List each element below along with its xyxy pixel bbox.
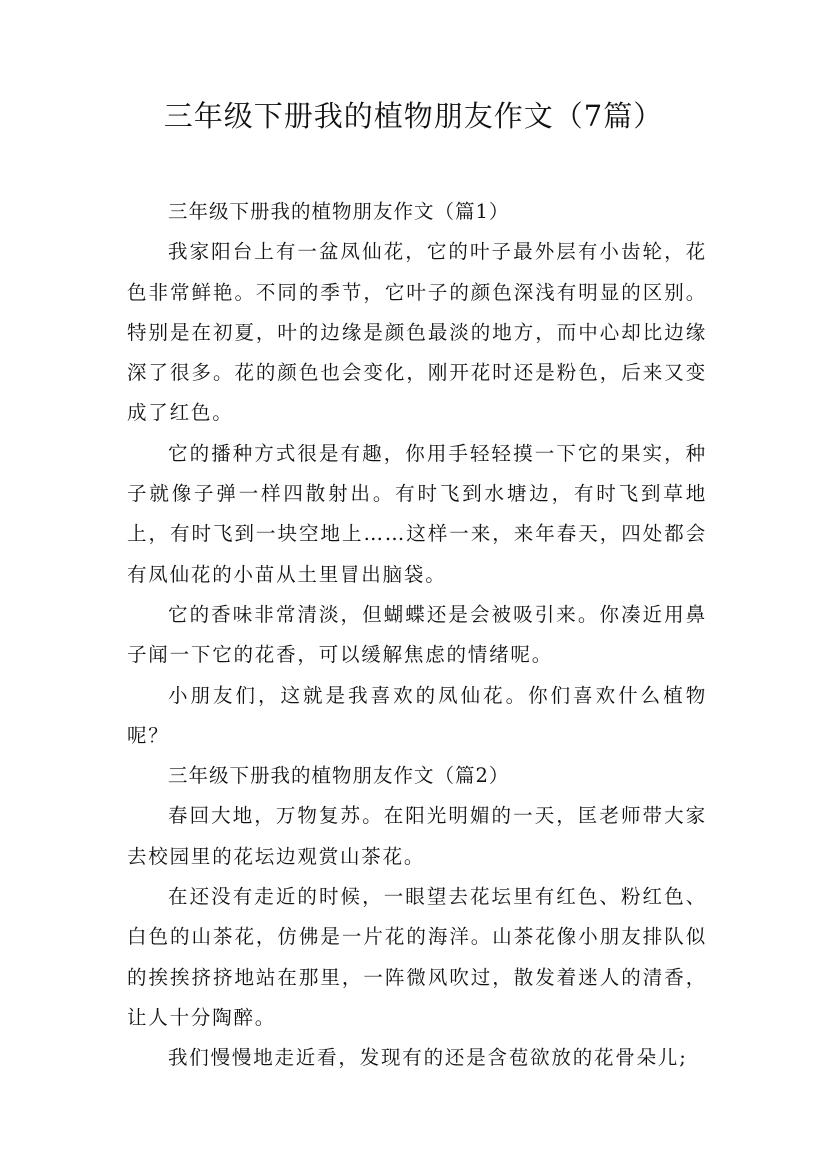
section-heading-2: 三年级下册我的植物朋友作文（篇2） <box>168 764 510 788</box>
document-body <box>127 192 707 1079</box>
paragraph: 我们慢慢地走近看，发现有的还是含苞欲放的花骨朵儿; <box>168 1046 688 1070</box>
paragraph: 在还没有走近的时候，一眼望去花坛里有红色、粉红色、白色的山茶花，仿佛是一片花的海洋。山茶花像小朋友排队似的挨挨挤挤地站在那里，一阵微风吹过，散发着迷人的清香，让人十分陶醉。 <box>127 885 707 1029</box>
paragraph: 小朋友们，这就是我喜欢的凤仙花。你们喜欢什么植物呢？ <box>127 683 707 747</box>
paragraph: 它的播种方式很是有趣，你用手轻轻摸一下它的果实，种子就像子弹一样四散射出。有时飞到水塘边，有时飞到草地上，有时飞到一块空地上……这样一来，来年春天，四处都会有凤仙花的小苗从土里冒出脑袋。 <box>127 441 707 586</box>
paragraph: 它的香味非常清淡，但蝴蝶还是会被吸引来。你凑近用鼻子闻一下它的花香，可以缓解焦虑的情绪呢。 <box>127 602 707 667</box>
document-title: 三年级下册我的植物朋友作文（7篇） <box>163 99 664 133</box>
paragraph: 春回大地，万物复苏。在阳光明媚的一天，匡老师带大家去校园里的花坛边观赏山茶花。 <box>127 804 707 868</box>
section-heading-1: 三年级下册我的植物朋友作文（篇1） <box>168 200 510 223</box>
paragraph: 我家阳台上有一盆凤仙花，它的叶子最外层有小齿轮，花色非常鲜艳。不同的季节，它叶子的颜色深浅有明显的区别。特别是在初夏，叶的边缘是颜色最淡的地方，而中心却比边缘深了很多。花的颜色也会变化，刚开花时还是粉色，后来又变成了红色。 <box>127 240 707 425</box>
